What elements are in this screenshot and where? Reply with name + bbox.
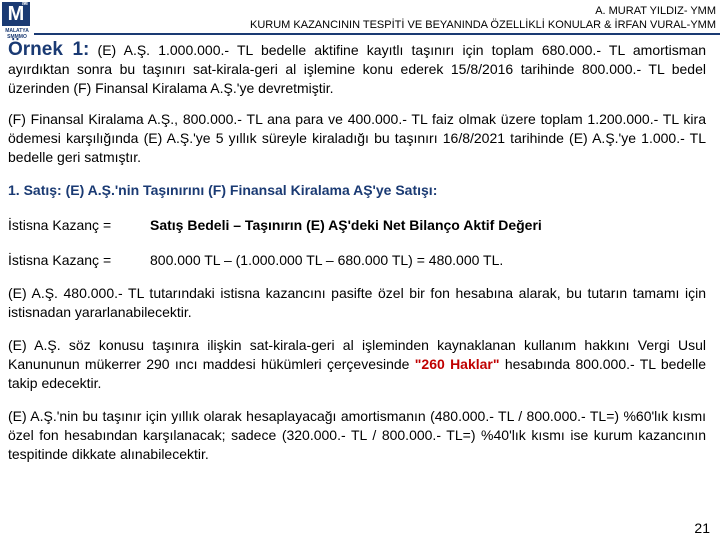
header-divider	[34, 33, 720, 35]
example-label: Örnek 1:	[8, 39, 90, 60]
slide-content	[8, 40, 706, 464]
rights-text-after: hesabında 800.000.- TL bedelle takip edecektir.	[8, 356, 706, 391]
logo-sup: M	[22, 0, 28, 7]
header-title: KURUM KAZANCININ TESPİTİ VE BEYANINDA ÖZELLİKLİ KONULAR & İRFAN VURAL-YMM	[250, 19, 716, 31]
exemption-paragraph: (E) A.Ş. 480.000.- TL tutarındaki istisna kazancını pasifte özel bir fon hesabına alarak, bu tutarın tamamı için istisnadan yararlanabilecektir.	[8, 285, 706, 320]
formula-value: 800.000 TL – (1.000.000 TL – 680.000 TL) = 480.000 TL.	[150, 252, 504, 268]
example-paragraph	[8, 40, 706, 98]
logo	[0, 0, 34, 44]
logo-line1: MALATYA	[5, 28, 29, 34]
formula-label: İstisna Kazanç =	[8, 252, 112, 268]
example-text: (E) A.Ş. 1.000.000.- TL bedelle aktifine kayıtlı taşınırı için toplam 680.000.- TL amortisman ayırdıktan sonra bu taşınırı sat-kirala-geri al işlemine konu ederek 15/8/2016 tarihinde 800.000.- TL bedel üzerinden (F) Finansal Kiralama A.Ş.'ye devretmiştir.	[8, 42, 707, 96]
logo-mark: M	[7, 3, 25, 25]
formula-calculation	[8, 251, 706, 270]
rights-highlight: "260 Haklar"	[414, 356, 500, 372]
formula-value: Satış Bedeli – Taşınırın (E) AŞ'deki Net Bilanço Aktif Değeri	[150, 217, 542, 233]
formula-label: İstisna Kazanç =	[8, 217, 112, 233]
rights-text-before: (E) A.Ş. söz konusu taşınıra ilişkin sat-kirala-geri al işleminden kaynaklanan kullanım hakkını Vergi Usul Kanununun mükerrer 290 ıncı maddesi hükümleri çerçevesinde	[8, 337, 706, 372]
header-author: A. MURAT YILDIZ- YMM	[595, 5, 716, 17]
page-header	[250, 4, 716, 32]
formula-definition	[8, 216, 706, 235]
rights-paragraph	[8, 336, 706, 393]
section-heading: 1. Satış: (E) A.Ş.'nin Taşınırını (F) Finansal Kiralama AŞ'ye Satışı:	[8, 182, 438, 198]
lease-paragraph: (F) Finansal Kiralama A.Ş., 800.000.- TL ana para ve 400.000.- TL faiz olmak üzere toplam 1.200.000.- TL kira ödemesi karşılığında (E) A.Ş.'ye 5 yıllık süreyle kiraladığı bu taşınırı 16/8/2021 tarihinde (E) A.Ş.'ye 1.000.- TL bedelle geri satmıştır.	[8, 111, 706, 165]
depreciation-paragraph: (E) A.Ş.'nin bu taşınır için yıllık olarak hesaplayacağı amortismanın (480.000.- TL / 800.000.- TL=) %60'lık kısmı özel fon hesabından karşılanacak; sadece (320.000.- TL / 800.000.- TL=) %40'lık kısmı ise kurum kazancının tespitinde dikkate alınabilecektir.	[8, 408, 706, 462]
page-number: 21	[694, 520, 710, 536]
logo-line2: SMMMO	[7, 34, 27, 40]
